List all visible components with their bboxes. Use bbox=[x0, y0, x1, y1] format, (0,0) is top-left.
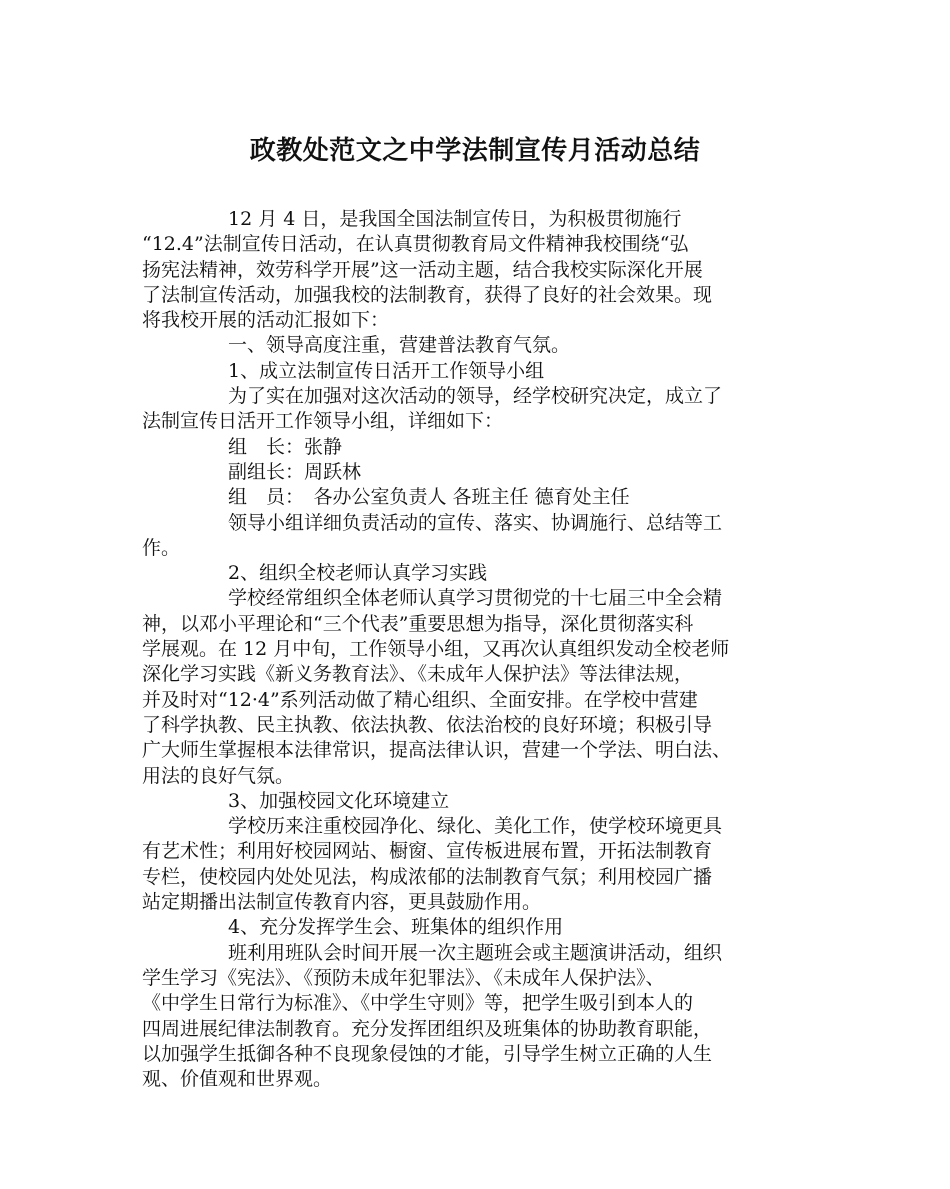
text-line: 以加强学生抵御各种不良现象侵蚀的才能，引导学生树立正确的人生 bbox=[142, 1042, 713, 1065]
text-line: 用法的良好气氛。 bbox=[142, 764, 295, 787]
document-body bbox=[142, 207, 822, 1092]
text-line: 组 长：张静 bbox=[228, 435, 343, 458]
text-line: 站定期播出法制宣传教育内容，更具鼓励作用。 bbox=[142, 891, 542, 914]
text-line: 将我校开展的活动汇报如下： bbox=[142, 309, 390, 332]
text-line: 《中学生日常行为标准》、《中学生守则》等，把学生吸引到本人的 bbox=[142, 992, 694, 1015]
subsection-heading: 3、加强校园文化环境建立 bbox=[228, 789, 450, 812]
text-line: 了法制宣传活动，加强我校的法制教育，获得了良好的社会效果。现 bbox=[142, 283, 713, 306]
text-line: 专栏，使校园内处处见法，构成浓郁的法制教育气氛；利用校园广播 bbox=[142, 865, 713, 888]
text-line: 扬宪法精神，效劳科学开展”这一活动主题，结合我校实际深化开展 bbox=[142, 258, 703, 281]
subsection-heading: 4、充分发挥学生会、班集体的组织作用 bbox=[228, 916, 564, 939]
text-line: 班利用班队会时间开展一次主题班会或主题演讲活动，组织 bbox=[228, 941, 723, 964]
text-line: 组 员： 各办公室负责人 各班主任 德育处主任 bbox=[228, 486, 630, 509]
text-line: 副组长：周跃林 bbox=[228, 460, 362, 483]
document-title: 政教处范文之中学法制宣传月活动总结 bbox=[249, 136, 701, 166]
text-line: 深化学习实践《新义务教育法》、《未成年人保护法》等法律法规， bbox=[142, 663, 694, 686]
text-line: 为了实在加强对这次活动的领导，经学校研究决定，成立了 bbox=[228, 385, 723, 408]
text-line: 学生学习《宪法》、《预防未成年犯罪法》、《未成年人保护法》、 bbox=[142, 966, 665, 989]
text-line: “12.4”法制宣传日活动，在认真贯彻教育局文件精神我校围绕“弘 bbox=[142, 233, 689, 256]
text-line: 12 月 4 日，是我国全国法制宣传日，为积极贯彻施行 bbox=[228, 208, 682, 230]
subsection-heading: 2、组织全校老师认真学习实践 bbox=[228, 562, 488, 585]
text-line: 学校经常组织全体老师认真学习贯彻党的十七届三中全会精 bbox=[228, 587, 723, 610]
text-line: 有艺术性；利用好校园网站、橱窗、宣传板进展布置，开拓法制教育 bbox=[142, 840, 713, 863]
text-line: 学展观。在 12 月中旬，工作领导小组，又再次认真组织发动全校老师 bbox=[142, 638, 730, 661]
text-line: 并及时对“12·4”系列活动做了精心组织、全面安排。在学校中营建 bbox=[142, 688, 698, 711]
text-line: 四周进展纪律法制教育。充分发挥团组织及班集体的协助教育职能， bbox=[142, 1017, 713, 1040]
text-line: 了科学执教、民主执教、依法执教、依法治校的良好环境；积极引导 bbox=[142, 713, 713, 736]
text-line: 神，以邓小平理论和“三个代表”重要思想为指导，深化贯彻落实科 bbox=[142, 612, 694, 635]
text-line: 广大师生掌握根本法律常识，提高法律认识，营建一个学法、明白法、 bbox=[142, 739, 732, 762]
section-heading: 一、领导高度注重，营建普法教育气氛。 bbox=[228, 334, 571, 357]
text-line: 法制宣传日活开工作领导小组，详细如下： bbox=[142, 410, 504, 433]
text-line: 领导小组详细负责活动的宣传、落实、协调施行、总结等工 bbox=[228, 511, 723, 534]
subsection-heading: 1、成立法制宣传日活开工作领导小组 bbox=[228, 359, 545, 382]
text-line: 学校历来注重校园净化、绿化、美化工作，使学校环境更具 bbox=[228, 815, 723, 838]
text-line: 观、价值观和世界观。 bbox=[142, 1068, 333, 1091]
text-line: 作。 bbox=[142, 536, 181, 559]
